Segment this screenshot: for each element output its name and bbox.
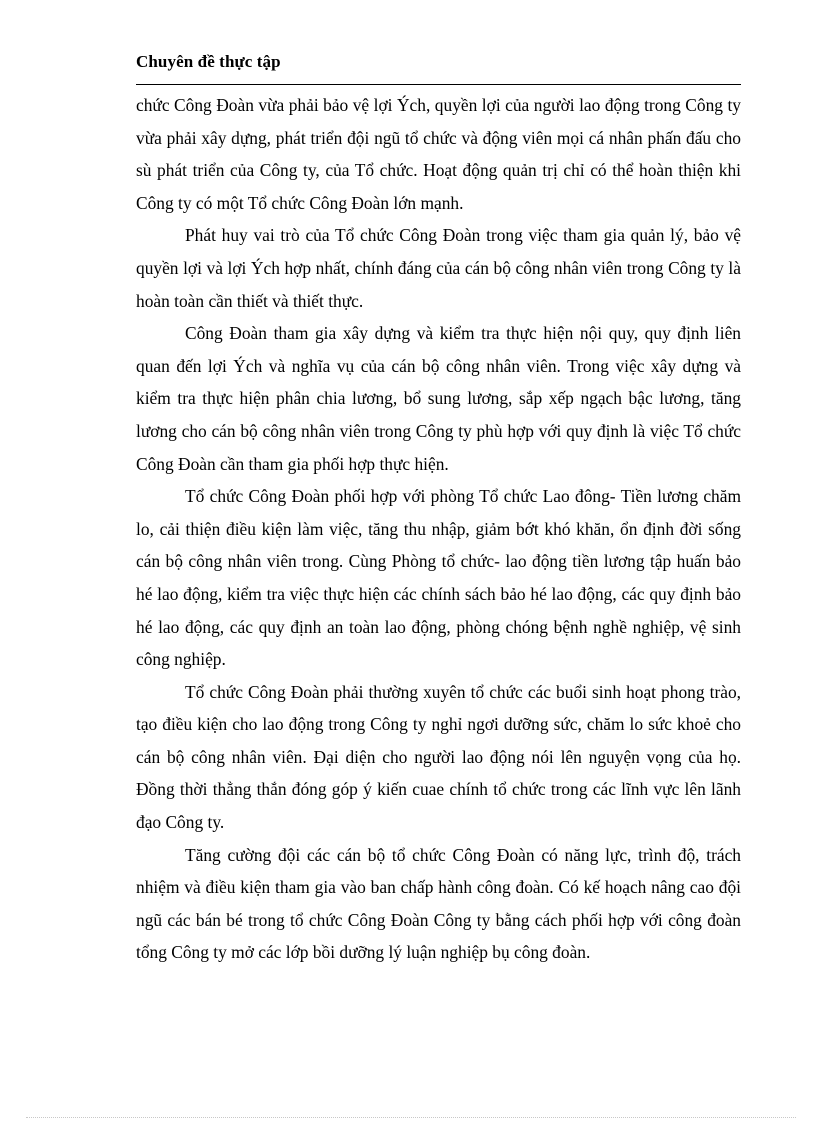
paragraph: Công Đoàn tham gia xây dựng và kiểm tra thực hiện nội quy, quy định liên quan đến lợi Ých và nghĩa vụ của cán bộ công nhân viên. Trong việc xây dựng và kiểm tra thực hiện phân chia lương, bổ sung lương, sắp xếp ngạch bậc lương, tăng lương cho cán bộ công nhân viên trong Công ty phù hợp với quy định là việc Tổ chức Công Đoàn cần tham gia phối hợp thực hiện. (136, 323, 741, 474)
paragraph: Tổ chức Công Đoàn phối hợp với phòng Tổ chức Lao đông- Tiền lương chăm lo, cải thiện điều kiện làm việc, tăng thu nhập, giảm bớt khó khăn, ổn định đời sống cán bộ công nhân viên trong. Cùng Phòng tổ chức- lao động tiền lương tập huấn bảo hé lao động, kiểm tra việc thực hiện các chính sách bảo hé lao động, các quy định bảo hé lao động, các quy định an toàn lao động, phòng chóng bệnh nghề nghiệp, vệ sinh công nghiệp. (136, 486, 741, 670)
page-header (136, 50, 741, 74)
paragraph: Phát huy vai trò của Tổ chức Công Đoàn trong việc tham gia quản lý, bảo vệ quyền lợi và lợi Ých hợp nhất, chính đáng của cán bộ công nhân viên trong Công ty là hoàn toàn cần thiết và thiết thực. (136, 225, 741, 311)
header-title: Chuyên đề thực tập (136, 52, 281, 71)
document-body (136, 89, 741, 969)
header-divider (136, 84, 741, 85)
page-bottom-border (26, 1117, 796, 1118)
paragraph-continuation: chức Công Đoàn vừa phải bảo vệ lợi Ých, quyền lợi của người lao động trong Công ty vừa phải xây dựng, phát triển đội ngũ tổ chức và động viên mọi cá nhân phấn đấu cho sù phát triển của Công ty, của Tổ chức. Hoạt động quản trị chỉ có thể hoàn thiện khi Công ty có một Tổ chức Công Đoàn lớn mạnh. (136, 95, 741, 213)
paragraph: Tăng cường đội các cán bộ tổ chức Công Đoàn có năng lực, trình độ, trách nhiệm và điều kiện tham gia vào ban chấp hành công đoàn. Có kế hoạch nâng cao đội ngũ các bán bé trong tổ chức Công Đoàn Công ty bằng cách phối hợp với công đoàn tổng Công ty mở các lớp bồi dưỡng lý luận nghiệp bụ công đoàn. (136, 844, 741, 963)
paragraph: Tổ chức Công Đoàn phải thường xuyên tổ chức các buổi sinh hoạt phong trào, tạo điều kiện cho lao động trong Công ty nghỉ ngơi dưỡng sức, chăm lo sức khoẻ cho cán bộ công nhân viên. Đại diện cho người lao động nói lên nguyện vọng của họ. Đồng thời thẳng thắn đóng góp ý kiến cuae chính tổ chức trong các lĩnh vực lên lãnh đạo Công ty. (136, 681, 741, 833)
